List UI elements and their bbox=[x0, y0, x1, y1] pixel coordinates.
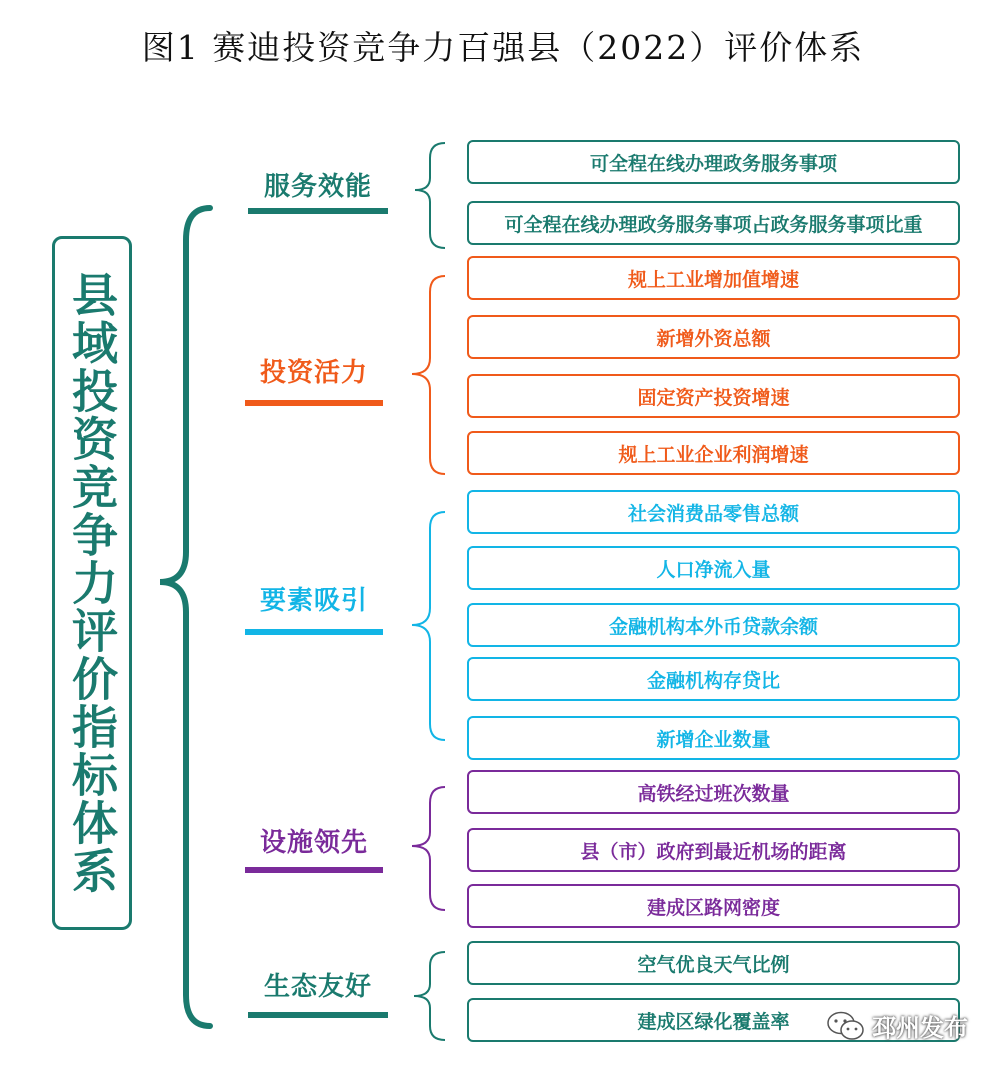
category-service-underline bbox=[248, 208, 388, 214]
indicator-box: 固定资产投资增速 bbox=[467, 374, 960, 418]
watermark bbox=[826, 1008, 968, 1043]
indicator-box: 建成区路网密度 bbox=[467, 884, 960, 928]
indicator-box: 建成区绿化覆盖率 bbox=[467, 998, 960, 1042]
brace-service bbox=[415, 143, 445, 248]
indicator-box: 金融机构存贷比 bbox=[467, 657, 960, 701]
watermark-text: 邳州发布 bbox=[872, 1014, 968, 1042]
category-invest: 投资活力 bbox=[259, 358, 368, 388]
brace-invest bbox=[412, 276, 445, 474]
category-factor-underline bbox=[245, 629, 383, 635]
category-ecology-underline bbox=[248, 1012, 388, 1018]
indicator-box: 可全程在线办理政务服务事项 bbox=[467, 140, 960, 184]
category-facility: 设施领先 bbox=[259, 828, 368, 858]
indicator-box: 新增外资总额 bbox=[467, 315, 960, 359]
brace-factor bbox=[412, 512, 445, 740]
indicator-box: 空气优良天气比例 bbox=[467, 941, 960, 985]
indicator-box: 规上工业企业利润增速 bbox=[467, 431, 960, 475]
indicator-box: 社会消费品零售总额 bbox=[467, 490, 960, 534]
brace-facility bbox=[412, 787, 445, 910]
indicator-box: 县（市）政府到最近机场的距离 bbox=[467, 828, 960, 872]
indicator-box: 高铁经过班次数量 bbox=[467, 770, 960, 814]
category-service: 服务效能 bbox=[263, 172, 372, 202]
wechat-icon bbox=[826, 1010, 866, 1042]
brace-ecology bbox=[414, 952, 445, 1040]
indicator-box: 可全程在线办理政务服务事项占政务服务事项比重 bbox=[467, 201, 960, 245]
root-label: 县域投资竞争力评价指标体系 bbox=[65, 271, 119, 895]
indicator-box: 金融机构本外币贷款余额 bbox=[467, 603, 960, 647]
indicator-box: 人口净流入量 bbox=[467, 546, 960, 590]
category-factor: 要素吸引 bbox=[259, 586, 368, 616]
category-facility-underline bbox=[245, 867, 383, 873]
diagram-title: 图1 赛迪投资竞争力百强县（2022）评价体系 bbox=[141, 28, 865, 67]
indicator-box: 规上工业增加值增速 bbox=[467, 256, 960, 300]
category-invest-underline bbox=[245, 400, 383, 406]
category-ecology: 生态友好 bbox=[263, 972, 372, 1002]
root-brace bbox=[160, 208, 210, 1026]
indicator-box: 新增企业数量 bbox=[467, 716, 960, 760]
